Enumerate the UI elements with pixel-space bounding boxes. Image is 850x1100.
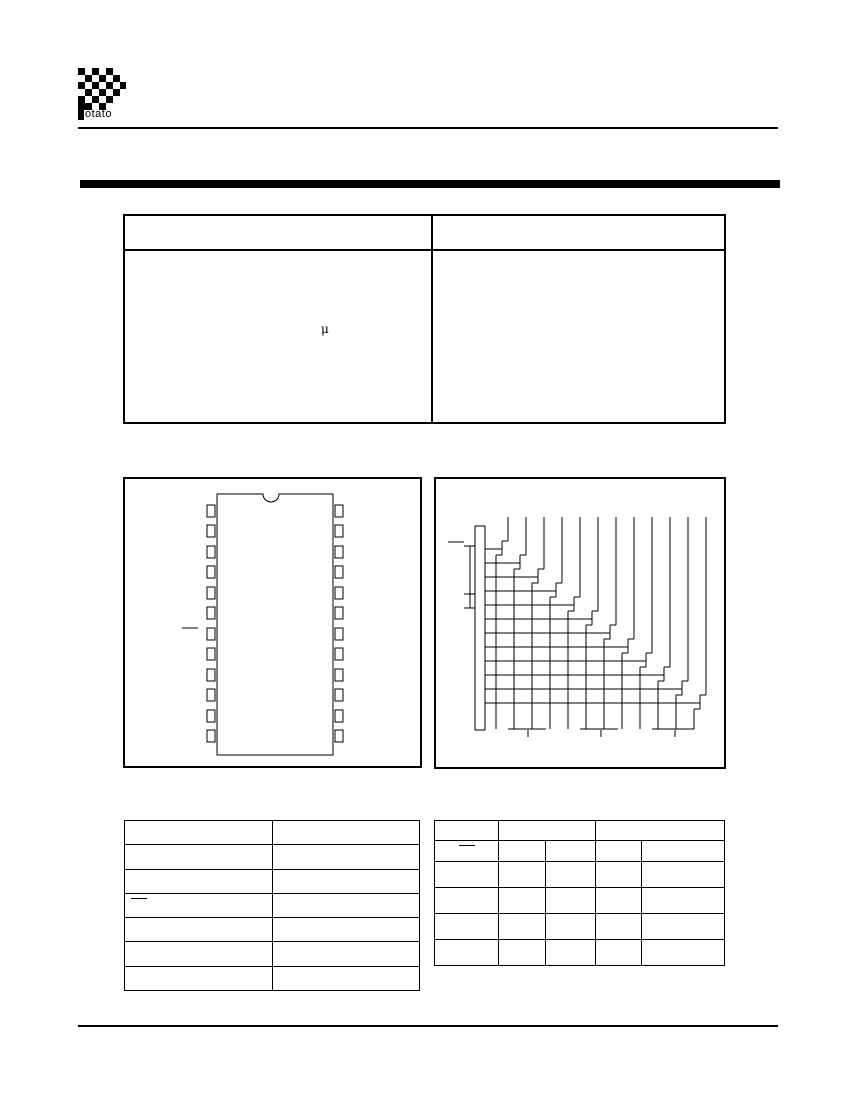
features-header-rule xyxy=(125,249,724,251)
table-row xyxy=(125,821,420,845)
block-diagram-box xyxy=(434,477,726,769)
features-table xyxy=(123,214,726,424)
table-row xyxy=(435,821,725,841)
company-logo xyxy=(78,68,128,122)
table-row xyxy=(435,940,725,966)
logo-checker-icon xyxy=(78,68,128,110)
table-row xyxy=(435,841,725,862)
table-row xyxy=(125,942,420,966)
diode-matrix-diagram xyxy=(436,479,724,767)
title-bar xyxy=(80,180,780,188)
table-row xyxy=(435,914,725,940)
logo-text: otato xyxy=(85,108,112,120)
header-rule xyxy=(78,127,778,129)
features-column-divider xyxy=(431,216,433,422)
pin-names-table xyxy=(124,820,420,991)
overbar-mark xyxy=(131,898,147,899)
micro-symbol: μ xyxy=(321,322,329,336)
table-row xyxy=(125,966,420,990)
footer-rule xyxy=(78,1025,778,1027)
table-row xyxy=(435,862,725,888)
truth-table xyxy=(434,820,725,966)
table-row xyxy=(125,845,420,869)
logo-p-stem xyxy=(78,106,84,120)
table-row xyxy=(125,893,420,917)
dip-package-diagram xyxy=(125,479,420,766)
table-row xyxy=(435,888,725,914)
pin-configuration-box xyxy=(123,477,422,768)
table-row xyxy=(125,869,420,893)
table-row xyxy=(125,918,420,942)
overbar-mark xyxy=(459,845,475,846)
